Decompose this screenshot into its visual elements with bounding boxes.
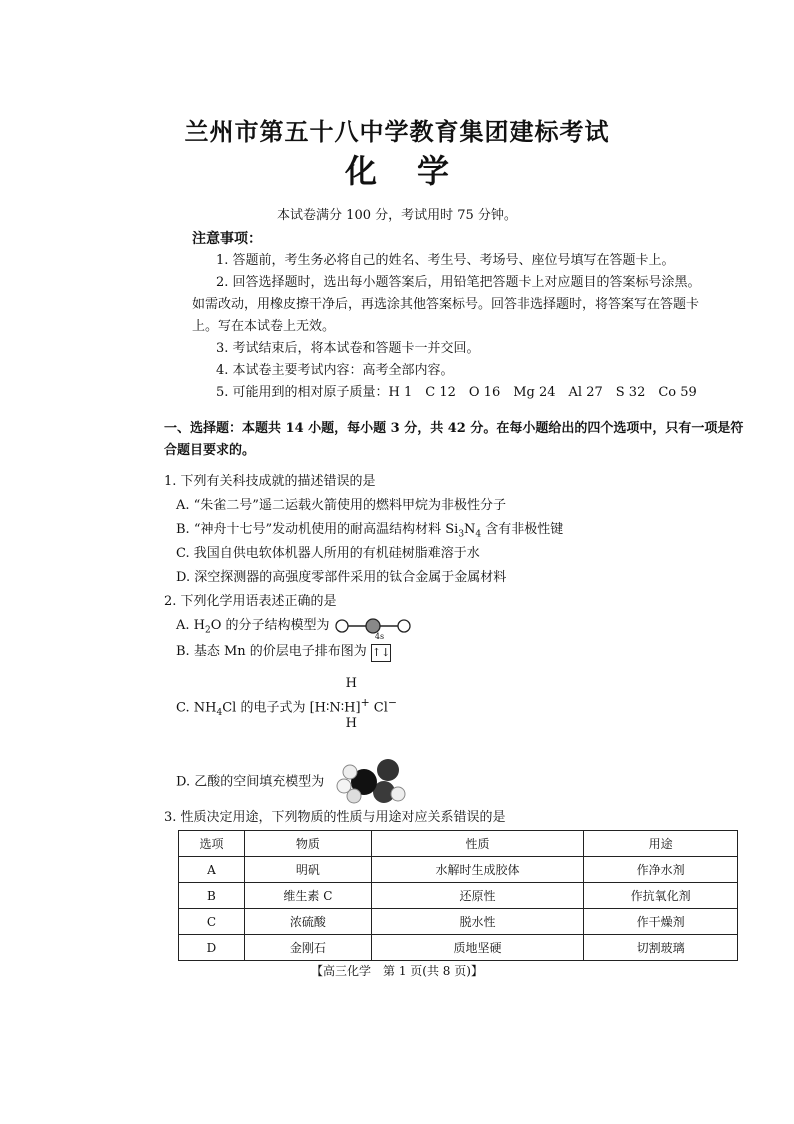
notice-heading: 注意事项： (192, 231, 262, 247)
notice-item-2: 2. 回答选择题时，选出每小题答案后，用铅笔把答题卡上对应题目的答案标号涂黑。如需改动，用橡皮擦干净后，再选涂其他答案标号。回答非选择题时，将答案写在答题卡上。写在本试卷上无效。 (192, 275, 701, 334)
acetic-acid-model-icon (328, 758, 408, 806)
table-header-row (179, 831, 738, 857)
header-cell: 用途 (584, 831, 738, 857)
q1-option-d: D. 深空探测器的高强度零部件采用的钛合金属于金属材料 (176, 570, 507, 585)
formula-h-top: H (345, 676, 357, 691)
notice-list (192, 250, 712, 404)
q1-option-b (176, 518, 563, 540)
q2-option-b (176, 631, 393, 662)
table-row (179, 857, 738, 883)
q1-stem: 1. 下列有关科技成就的描述错误的是 (164, 474, 376, 489)
table-cell: 还原性 (371, 883, 583, 909)
table-cell: C (179, 909, 245, 935)
table-row (179, 883, 738, 909)
formula-cl: Cl (373, 700, 388, 716)
q2-option-d (176, 758, 408, 806)
header-cell: 性质 (371, 831, 583, 857)
header-cell: 选项 (179, 831, 245, 857)
q1-b-sub2: 4 (475, 529, 482, 540)
q2-b-text: B. 基态 Mn 的价层电子排布图为 (176, 644, 367, 659)
q1-option-a: A. “朱雀二号”遥二运载火箭使用的燃料甲烷为非极性分子 (176, 498, 506, 513)
table-cell: 质地坚硬 (371, 935, 583, 961)
q1-b-sub1: 3 (458, 529, 465, 540)
subject-title: 化学 (344, 152, 489, 190)
q3-table (178, 830, 738, 961)
notice-item-5: 5. 可能用到的相对原子质量：H 1 C 12 O 16 Mg 24 Al 27 S 32 Co 59 (216, 385, 697, 400)
formula-plus: + (360, 696, 370, 709)
q2-a-sub: 2 (205, 625, 211, 636)
formula-minus: − (387, 696, 397, 709)
table-cell: 维生素 C (244, 883, 371, 909)
table-cell: 浓硫酸 (244, 909, 371, 935)
page-footer: 【高三化学 第 1 页(共 8 页)】 (311, 964, 483, 978)
q1-option-c: C. 我国自供电软体机器人所用的有机硅树脂难溶于水 (176, 546, 480, 561)
formula-bracket: [H∶N∶H] (309, 700, 361, 716)
table-cell: A (179, 857, 245, 883)
exam-title: 兰州市第五十八中学教育集团建标考试 (184, 117, 610, 146)
q2-a-post: O 的分子结构模型为 (210, 618, 330, 633)
q2-option-c (176, 676, 397, 731)
orbital-arrows: ↑↓ (371, 644, 391, 662)
orbital-box (371, 631, 393, 662)
q2-c-post: Cl 的电子式为 (222, 700, 306, 716)
q1-b-post: 含有非极性键 (481, 522, 564, 537)
table-cell: 作抗氧化剂 (584, 883, 738, 909)
table-cell: 水解时生成胶体 (371, 857, 583, 883)
q2-c-text: C. NH (176, 700, 217, 716)
notice-item-3: 3. 考试结束后，将本试卷和答题卡一并交回。 (216, 341, 480, 356)
table-cell: 金刚石 (244, 935, 371, 961)
notice-item-1: 1. 答题前，考生务必将自己的姓名、考生号、考场号、座位号填写在答题卡上。 (216, 253, 675, 268)
orbital-label: 4s (374, 631, 385, 641)
table-row (179, 935, 738, 961)
q1-b-n: N (464, 522, 476, 537)
table-cell: D (179, 935, 245, 961)
table-cell: B (179, 883, 245, 909)
table-cell: 作干燥剂 (584, 909, 738, 935)
table-cell: 脱水性 (371, 909, 583, 935)
electron-formula (309, 676, 397, 731)
exam-info: 本试卷满分 100 分，考试用时 75 分钟。 (277, 208, 517, 223)
table-cell: 明矾 (244, 857, 371, 883)
table-row (179, 909, 738, 935)
notice-item-4: 4. 本试卷主要考试内容：高考全部内容。 (216, 363, 454, 378)
q1-b-text: B. “神舟十七号”发动机使用的耐高温结构材料 Si (176, 522, 459, 537)
q2-a-text: A. H (176, 618, 205, 633)
q3-stem: 3. 性质决定用途，下列物质的性质与用途对应关系错误的是 (164, 810, 506, 825)
table-cell: 作净水剂 (584, 857, 738, 883)
q2-stem: 2. 下列化学用语表述正确的是 (164, 594, 337, 609)
table-cell: 切割玻璃 (584, 935, 738, 961)
header-cell: 物质 (244, 831, 371, 857)
q2-c-sub: 4 (216, 707, 223, 718)
formula-h-bottom: H (345, 716, 357, 731)
section-heading: 一、选择题：本题共 14 小题，每小题 3 分，共 42 分。在每小题给出的四个选项中，只有一项是符合题目要求的。 (164, 421, 744, 458)
q2-d-text: D. 乙酸的空间填充模型为 (176, 774, 325, 790)
water-model-icon (334, 618, 414, 634)
